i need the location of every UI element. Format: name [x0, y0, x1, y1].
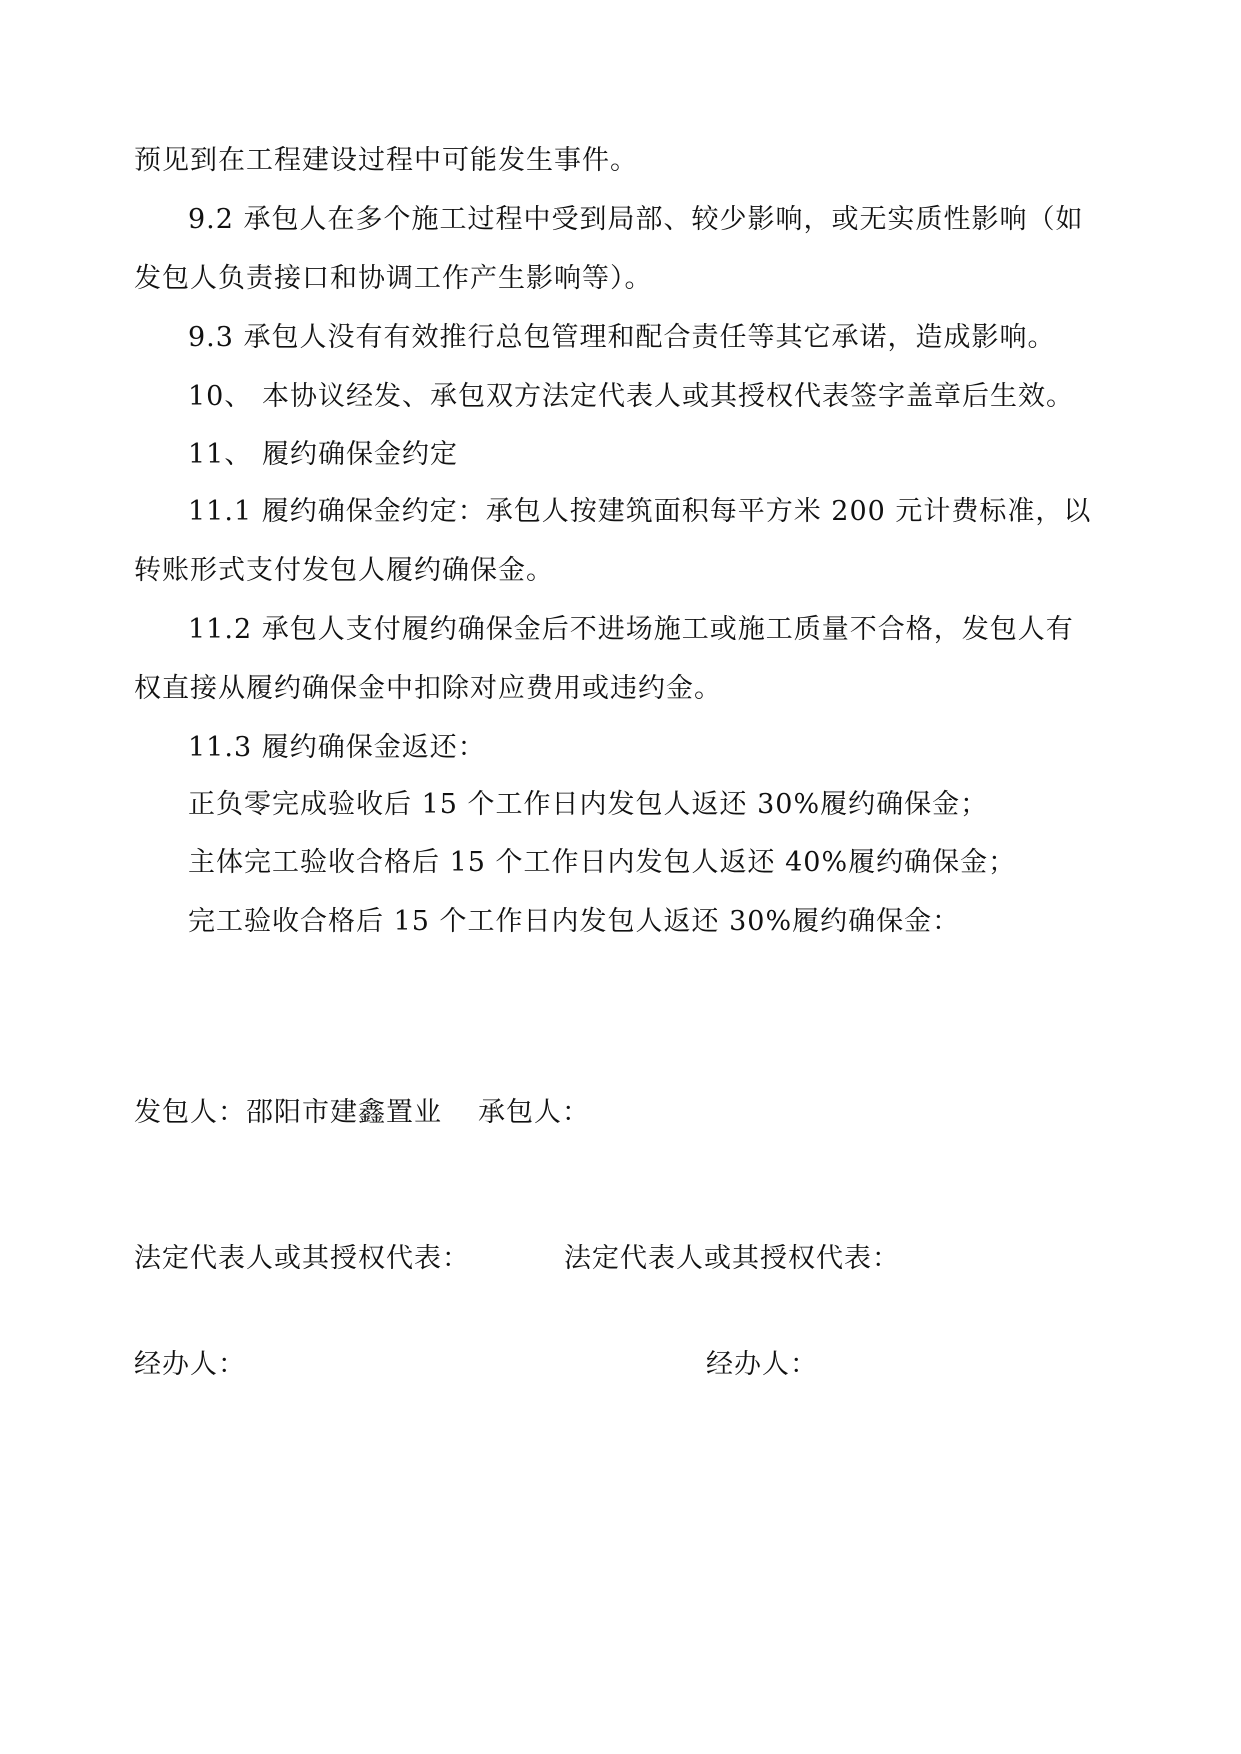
paragraph-line: 9.2 承包人在多个施工过程中受到局部、较少影响，或无实质性影响（如 — [188, 204, 1084, 235]
paragraph-line: 转账形式支付发包人履约确保金。 — [134, 555, 554, 586]
paragraph-line: 发包人负责接口和协调工作产生影响等）。 — [134, 263, 653, 294]
paragraph-line: 10、 本协议经发、承包双方法定代表人或其授权代表签字盖章后生效。 — [188, 381, 1074, 412]
legal-rep-left-label: 法定代表人或其授权代表： — [134, 1243, 470, 1274]
section-heading: 11、 履约确保金约定 — [188, 439, 458, 470]
paragraph-line: 预见到在工程建设过程中可能发生事件。 — [134, 145, 638, 176]
paragraph-line: 9.3 承包人没有有效推行总包管理和配合责任等其它承诺，造成影响。 — [188, 322, 1056, 353]
legal-rep-right-label: 法定代表人或其授权代表： — [564, 1243, 900, 1274]
paragraph-line: 11.3 履约确保金返还： — [188, 732, 486, 763]
handler-left-label: 经办人： — [134, 1349, 246, 1380]
contractor-signature-label: 承包人： — [478, 1097, 590, 1128]
refund-item: 完工验收合格后 15 个工作日内发包人返还 30%履约确保金： — [188, 906, 961, 937]
paragraph-line: 权直接从履约确保金中扣除对应费用或违约金。 — [134, 673, 722, 704]
refund-item: 主体完工验收合格后 15 个工作日内发包人返还 40%履约确保金； — [188, 847, 1017, 878]
refund-item: 正负零完成验收后 15 个工作日内发包人返还 30%履约确保金； — [188, 789, 989, 820]
handler-right-label: 经办人： — [706, 1349, 818, 1380]
paragraph-line: 11.1 履约确保金约定：承包人按建筑面积每平方米 200 元计费标准，以 — [188, 496, 1092, 527]
paragraph-line: 11.2 承包人支付履约确保金后不进场施工或施工质量不合格，发包人有 — [188, 614, 1074, 645]
employer-signature-label: 发包人：邵阳市建鑫置业 — [134, 1097, 442, 1128]
